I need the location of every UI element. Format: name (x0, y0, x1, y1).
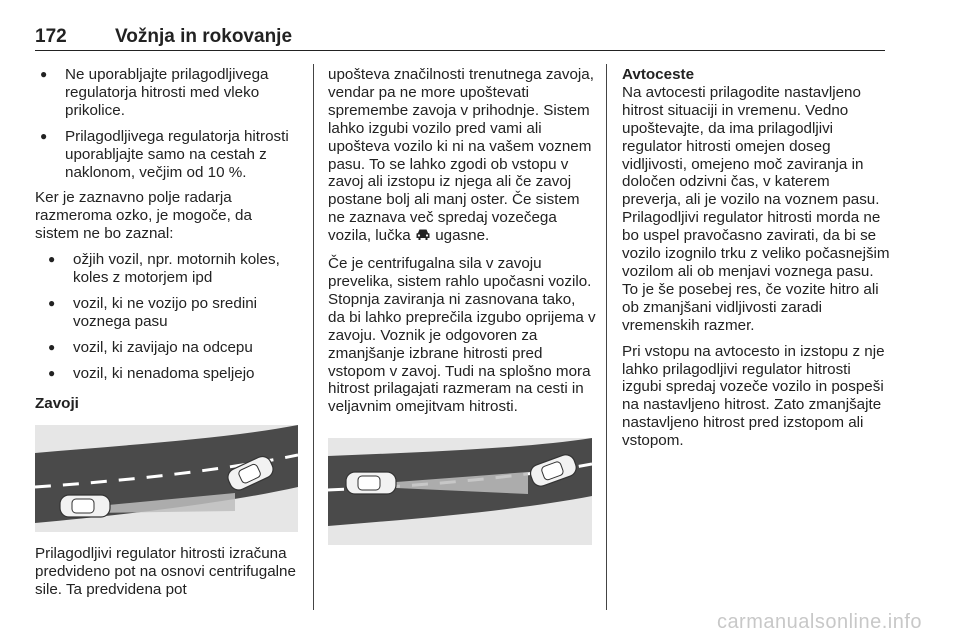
undetected-list (35, 251, 300, 382)
list-item: ● vozil, ki zavijajo na odcepu (35, 339, 300, 357)
highway-paragraph-1: Na avtocesti prilagodite nastavljeno hitrost situaciji in vremenu. Vedno upoštevajte, da ima prilagodljivi regulator hitrosti omejen doseg vidljivosti, omejeno moč zaviranja in določen odzivni čas, v katerem preverja, ali je vozilo na voznem pasu. Prilagodljivi regulator hitrosti morda ne bo uspel pravočasno zavirati, da bi se vozilo izognilo trku z veliko počasnejšim vozilom ali ob menjavi voznega pasu. To je še posebej res, če vozite hitro ali ob zmanjšani vidljivosti zaradi vremenskih razmer. (622, 83, 890, 334)
watermark: carmanualsonline.info (716, 611, 922, 633)
warning-list (35, 66, 300, 181)
curve-illustration (35, 425, 298, 532)
curve-road-graphic-2 (328, 438, 592, 545)
highway-paragraph-2: Pri vstopu na avtocesto in izstopu z nje lahko prilagodljivi regulator hitrosti izgubi spredaj vozeče vozilo in pospeši na nastavljeno hitrost. Zato zmanjšajte nastavljeno hitrost pred izstopom ali vstopom. (622, 342, 885, 450)
list-item: ● Ne uporabljajte prilagodljivega regulatorja hitrosti med vleko prikolice. (35, 66, 300, 120)
own-car (60, 495, 110, 517)
subhead-zavoji: Zavoji (35, 394, 79, 412)
list-item: ● Prilagodljivega regulatorja hitrosti uporabljajte samo na cestah z naklonom, večjim od 10 %. (35, 128, 300, 182)
curve-text-end: ugasne. (435, 227, 490, 245)
page-number: 172 (35, 26, 67, 47)
page-header (35, 22, 885, 52)
after-image-text: Prilagodljivi regulator hitrosti izračuna predvideno pot na osnovi centrifugalne sile. Ta predvidena pot (35, 545, 296, 598)
list-item: ● vozil, ki ne vozijo po sredini voznega pasu (35, 295, 300, 331)
header-rule (35, 50, 885, 51)
column-1 (35, 66, 300, 413)
section-title: Vožnja in rokovanje (115, 26, 293, 47)
column-2 (328, 66, 596, 424)
column-3 (622, 66, 890, 458)
centrifugal-paragraph: Če je centrifugalna sila v zavoju prevelika, sistem rahlo upočasni vozilo. Stopnja zaviranja ni zasnovana tako, da bi lahko preprečila izgubo oprijema v zavoju. Voznik je odgovoren za zmanjšanje izbrane hitrosti pred vstopom v zavoj. Tudi na splošno mora hitrost prilagajati razmeram na cesti in veljavnim omejitvam hitrosti. (328, 255, 596, 416)
subhead-avtoceste: Avtoceste (622, 66, 695, 83)
column-1-continued (35, 545, 300, 607)
curve-illustration-2 (328, 438, 592, 545)
own-car (346, 472, 396, 494)
curve-text: upošteva značilnosti trenutnega zavoja, vendar pa ne more upoštevati spremembe zavoja v prihodnje. Sistem lahko izgubi vozilo pred vami ali upošteva vozilo ki ni na vašem voznem pasu. To se lahko zgodi ob vstopu v zavoj ali izstopu iz njega ali če zavoj postane bolj ali manj oster. Če sistem ne zaznava več spredaj vozečega vozila, lučka (328, 66, 594, 245)
curve-paragraph (328, 66, 596, 247)
vehicle-ahead-icon (415, 228, 431, 247)
column-divider (606, 64, 607, 610)
column-divider (313, 64, 314, 610)
radar-intro: Ker je zaznavno polje radarja razmeroma ozko, je mogoče, da sistem ne bo zaznal: (35, 189, 252, 243)
curve-road-graphic (35, 425, 298, 532)
list-item: ● ožjih vozil, npr. motornih koles, koles z motorjem ipd (35, 251, 300, 287)
list-item: ● vozil, ki nenadoma speljejo (35, 365, 300, 383)
